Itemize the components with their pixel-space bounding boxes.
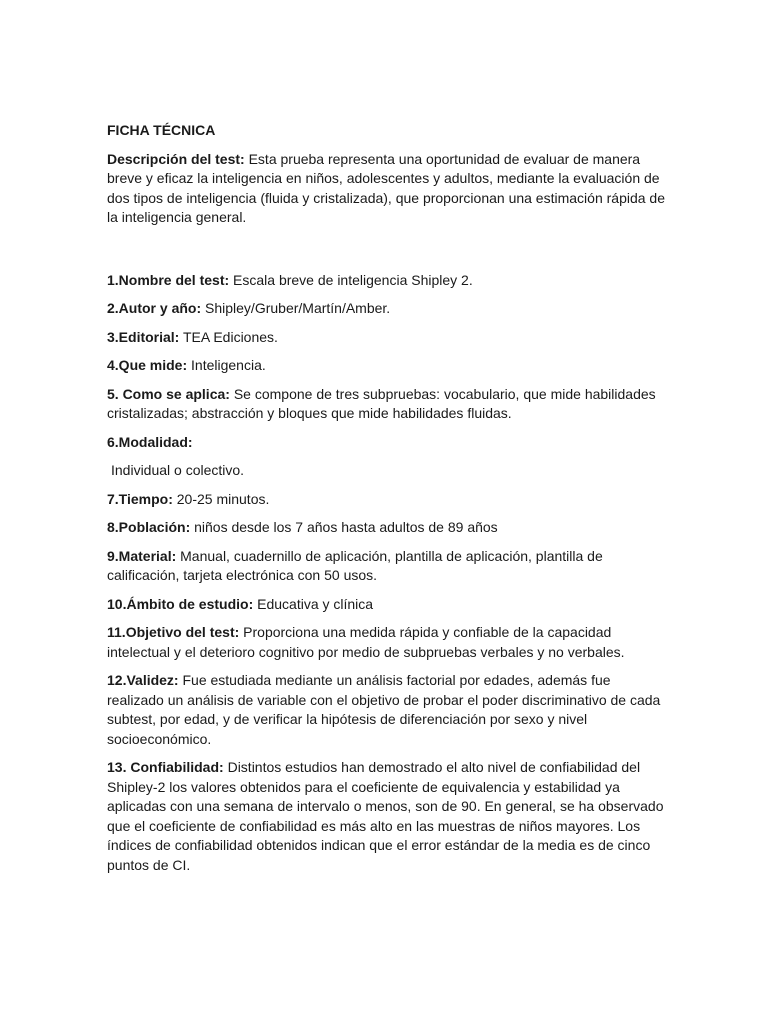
description-text: Esta prueba representa una oportunidad de evaluar de manera breve y eficaz la inteligencia en niños, adolescentes y adultos, mediante la evaluación de dos tipos de inteligencia (fluida y cristalizada), que proporcionan una estimación rápida de la inteligencia general. [107,150,665,225]
item-text: TEA Ediciones. [179,328,278,345]
item-autor [107,299,667,319]
item-label: 5. Como se aplica: [107,385,230,402]
item-label: 7.Tiempo: [107,490,173,507]
item-label: 4.Que mide: [107,357,188,373]
item-text: Inteligencia. [187,357,266,373]
item-text: Educativa y clínica [253,595,374,612]
item-material [107,547,667,586]
item-text: niños desde los 7 años hasta adultos de 89 años [190,519,498,535]
item-ambito [107,595,667,615]
item-modalidad [107,433,667,453]
item-label: 2.Autor y año: [107,300,202,316]
item-text: 20-25 minutos. [172,490,270,507]
item-text: Manual, cuadernillo de aplicación, plantilla de aplicación, plantilla de calificación, tarjeta electrónica con 50 usos. [107,547,603,583]
item-label: 12.Validez: [107,672,179,688]
item-text: Escala breve de inteligencia Shipley 2. [229,271,473,288]
item-text: Distintos estudios han demostrado el alto nivel de confiabilidad del Shipley-2 los valores obtenidos para el coeficiente de equivalencia y estabilidad ya aplicadas con una semana de intervalo o menos, son de 90. En general, se ha observado que el coeficiente de confiabilidad es más alto en las muestras de niños mayores. Los índices de confiabilidad obtenidos indican que el error estándar de la media es de cinco puntos de CI. [107,759,664,873]
item-poblacion [107,518,667,538]
item-text: Se compone de tres subpruebas: vocabulario, que mide habilidades cristalizadas; abstracción y bloques que mide habilidades fluidas. [107,385,656,421]
item-objetivo [107,623,667,662]
item-label: 8.Población: [107,519,191,535]
item-confiabilidad [107,758,667,875]
item-text: Fue estudiada mediante un análisis factorial por edades, además fue realizado un análisis de variable con el objetivo de probar el poder discriminativo de cada subtest, por edad, y de verificar la hipótesis de diferenciación por sexo y nivel socioeconómico. [107,672,661,747]
item-label: 3.Editorial: [107,328,180,345]
item-label: 6.Modalidad: [107,433,193,450]
item-text: Proporciona una medida rápida y confiable de la capacidad intelectual y el deterioro cognitivo por medio de subpruebas verbales y no verbales. [107,624,625,660]
item-label: 13. Confiabilidad: [107,759,224,775]
document-page [107,121,667,884]
item-label: 10.Ámbito de estudio: [107,595,254,612]
description-label: Descripción del test: [107,150,245,167]
document-title: FICHA TÉCNICA [107,122,216,138]
item-validez [107,671,667,749]
item-tiempo [107,490,667,510]
item-que-mide [107,356,667,376]
item-editorial [107,328,667,348]
item-text: Shipley/Gruber/Martín/Amber. [201,300,391,316]
item-label: 11.Objetivo del test: [107,624,240,640]
description-paragraph [107,150,667,228]
item-nombre [107,271,667,291]
item-label: 9.Material: [107,547,177,564]
item-text: Individual o colectivo. [111,462,245,478]
item-como-se-aplica [107,385,667,424]
item-modalidad-value [107,461,667,481]
item-label: 1.Nombre del test: [107,271,230,288]
